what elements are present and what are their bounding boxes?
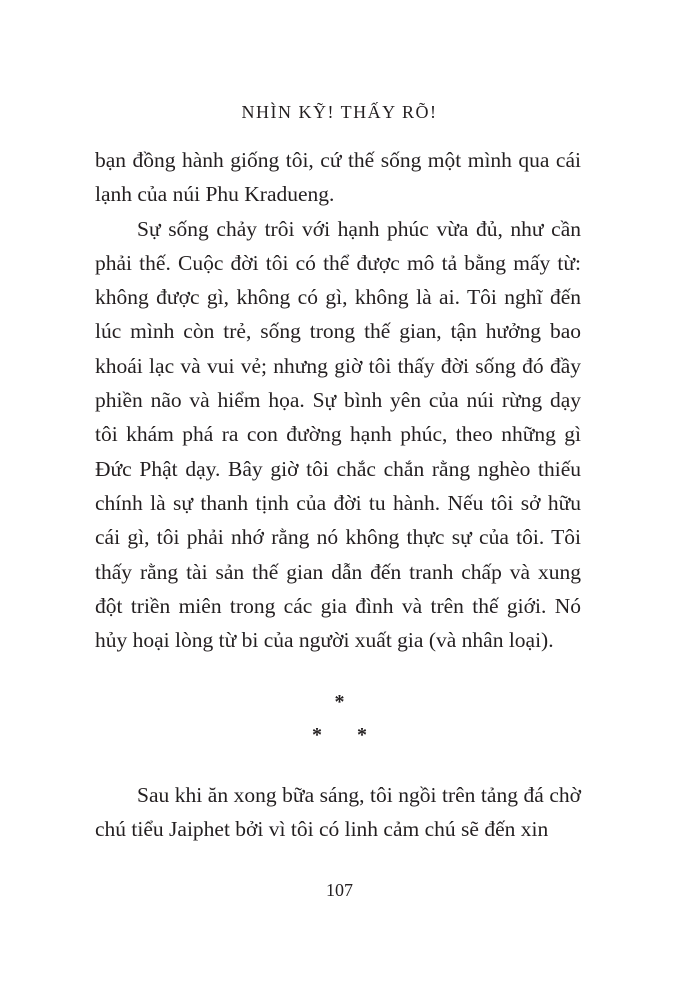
paragraph-continuation: bạn đồng hành giống tôi, cứ thế sống một mình qua cái lạnh của núi Phu Kradueng. <box>95 148 581 207</box>
section-break-ornament-top: * <box>334 691 345 713</box>
paragraph: Sau khi ăn xong bữa sáng, tôi ngồi trên tảng đá chờ chú tiểu Jaiphet bởi vì tôi có linh cảm chú sẽ đến xin <box>95 783 581 842</box>
body-text-after-break <box>95 778 581 847</box>
section-break-ornament-bottom: * * <box>312 724 367 746</box>
page-number: 107 <box>326 880 353 900</box>
running-header: NHÌN KỸ! THẤY RÕ! <box>241 102 438 122</box>
body-text <box>95 143 581 657</box>
paragraph: Sự sống chảy trôi với hạnh phúc vừa đủ, như cần phải thế. Cuộc đời tôi có thể được mô tả bằng mấy từ: không được gì, không có gì, không là ai. Tôi nghĩ đến lúc mình còn trẻ, sống trong thế gian, tận hưởng bao khoái lạc và vui vẻ; nhưng giờ tôi thấy đời sống đó đầy phiền não và hiểm họa. Sự bình yên của núi rừng dạy tôi khám phá ra con đường hạnh phúc, theo những gì Đức Phật dạy. Bây giờ tôi chắc chắn rằng nghèo thiếu chính là sự thanh tịnh của đời tu hành. Nếu tôi sở hữu cái gì, tôi phải nhớ rằng nó không thực sự của tôi. Tôi thấy rằng tài sản thế gian dẫn đến tranh chấp và xung đột triền miên trong các gia đình và trên thế giới. Nó hủy hoại lòng từ bi của người xuất gia (và nhân loại). <box>95 216 581 653</box>
